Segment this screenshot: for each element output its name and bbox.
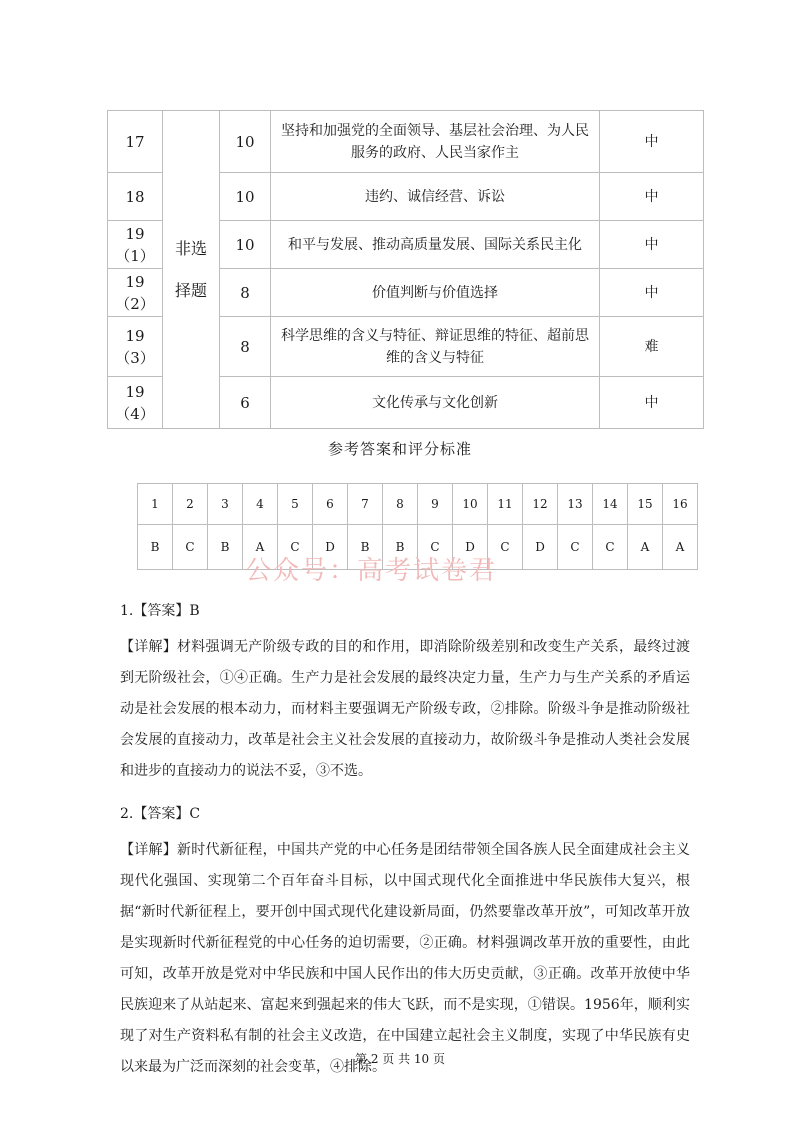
difficulty: 中 [600,377,704,429]
answer-value-cell: B [383,525,418,570]
answer-number-cell: 11 [488,484,523,525]
score: 6 [220,377,271,429]
answer-number-cell: 6 [313,484,348,525]
answer-value-cell: D [313,525,348,570]
answer-value-cell: C [418,525,453,570]
question-type [163,111,220,429]
difficulty: 难 [600,317,704,377]
answer-number-cell: 12 [523,484,558,525]
difficulty: 中 [600,111,704,173]
answer-number-cell: 15 [628,484,663,525]
question-number: 19（1） [108,221,163,269]
score: 10 [220,173,271,221]
answer-number-cell: 8 [383,484,418,525]
answer-number-cell: 10 [453,484,488,525]
difficulty: 中 [600,173,704,221]
knowledge-table [107,110,704,429]
page-footer: 第 2 页 共 10 页 [355,1052,445,1066]
answer-value-cell: A [663,525,698,570]
difficulty: 中 [600,269,704,317]
answer-value-cell: B [138,525,173,570]
answer-value-cell: C [278,525,313,570]
answer-value-cell: C [558,525,593,570]
question-number: 19（3） [108,317,163,377]
answer-number-cell: 14 [593,484,628,525]
question-number: 19（2） [108,269,163,317]
knowledge-points: 违约、诚信经营、诉讼 [271,173,600,221]
answer-value-cell: C [593,525,628,570]
answer-detail-2: 【详解】新时代新征程，中国共产党的中心任务是团结带领全国各族人民全面建成社会主义现代化强国、实现第二个百年奋斗目标，以中国式现代化全面推进中华民族伟大复兴，根据“新时代新征程上，要开创中国式现代化建设新局面，仍然要靠改革开放”，可知改革开放是实现新时代新征程党的中心任务的迫切需要，②正确。材料强调改革开放的重要性，由此可知，改革开放是党对中华民族和中国人民作出的伟大历史贡献，③正确。改革开放使中华民族迎来了从站起来、富起来到强起来的伟大飞跃，而不是实现，①错误。1956年，顺利实现了对生产资料私有制的社会主义改造，在中国建立起社会主义制度，实现了中华民族有史以来最为广泛而深刻的社会变革，④排除。 [120,842,690,1075]
difficulty: 中 [600,221,704,269]
answer-number-cell: 9 [418,484,453,525]
watermark: 公众号：高考试卷君 [245,556,498,586]
answer-value-cell: B [208,525,243,570]
score: 8 [220,317,271,377]
answer-heading-2: 2.【答案】C [120,806,201,822]
answer-heading-1: 1.【答案】B [120,603,200,619]
knowledge-points: 价值判断与价值选择 [271,269,600,317]
question-number: 18 [108,173,163,221]
score: 10 [220,221,271,269]
answer-value-cell: B [348,525,383,570]
question-number: 17 [108,111,163,173]
knowledge-points: 坚持和加强党的全面领导、基层社会治理、为人民服务的政府、人民当家作主 [271,111,600,173]
section-title: 参考答案和评分标准 [327,440,472,458]
answer-number-cell: 2 [173,484,208,525]
answer-number-row [138,484,698,525]
answer-number-cell: 1 [138,484,173,525]
answer-detail-1: 【详解】材料强调无产阶级专政的目的和作用，即消除阶级差别和改变生产关系，最终过渡到无阶级社会，①④正确。生产力是社会发展的最终决定力量，生产力与生产关系的矛盾运动是社会发展的根本动力，而材料主要强调无产阶级专政，②排除。阶级斗争是推动阶级社会发展的直接动力，改革是社会主义社会发展的直接动力，故阶级斗争是推动人类社会发展和进步的直接动力的说法不妥，③不选。 [120,639,690,779]
answer-number-cell: 16 [663,484,698,525]
knowledge-points: 文化传承与文化创新 [271,377,600,429]
table-row [108,111,704,173]
answer-number-cell: 3 [208,484,243,525]
answer-value-cell: D [453,525,488,570]
question-type-label: 非选择题 [174,238,207,300]
answer-value-cell: C [173,525,208,570]
score: 10 [220,111,271,173]
knowledge-points: 科学思维的含义与特征、辩证思维的特征、超前思维的含义与特征 [271,317,600,377]
score: 8 [220,269,271,317]
answer-number-cell: 5 [278,484,313,525]
question-number: 19（4） [108,377,163,429]
answer-number-cell: 13 [558,484,593,525]
answer-value-cell: A [243,525,278,570]
knowledge-points: 和平与发展、推动高质量发展、国际关系民主化 [271,221,600,269]
answer-value-cell: D [523,525,558,570]
answer-value-cell: C [488,525,523,570]
answer-value-cell: A [628,525,663,570]
answer-number-cell: 7 [348,484,383,525]
answer-number-cell: 4 [243,484,278,525]
